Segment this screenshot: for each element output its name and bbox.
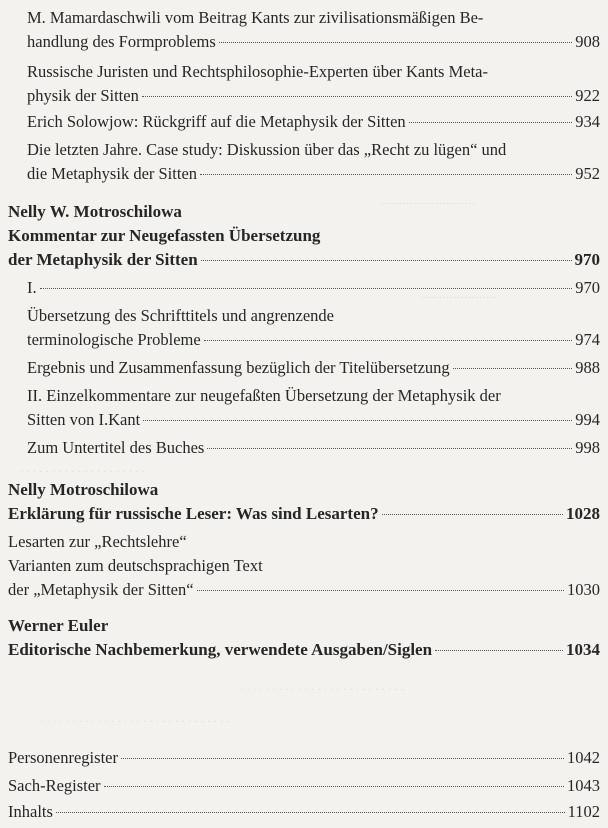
- toc-entry-ergebnis[interactable]: [27, 356, 600, 380]
- leader-dots: [207, 448, 572, 449]
- toc-entry-mamardaschwili-line1: M. Mamardaschwili vom Beitrag Kants zur zivilisationsmäßigen Be-: [27, 8, 484, 27]
- section-title: Editorische Nachbemerkung, verwendete Ausgaben/Siglen: [8, 640, 433, 659]
- page-number: 998: [575, 438, 600, 457]
- entry-text: Inhalts: [8, 802, 53, 821]
- leader-dots: [219, 42, 572, 43]
- toc-entry-lesarten[interactable]: [8, 578, 600, 602]
- section-author: Nelly Motroschilowa: [8, 480, 159, 499]
- entry-text: handlung des Formproblems: [27, 32, 216, 51]
- section-title: Erklärung für russische Leser: Was sind Lesarten?: [8, 504, 379, 523]
- entry-text: Sach-Register: [8, 776, 101, 795]
- toc-entry-inhalts[interactable]: [8, 800, 600, 824]
- entry-text: Erich Solowjow: Rückgriff auf die Metaphysik der Sitten: [27, 112, 406, 131]
- entry-text: die Metaphysik der Sitten: [27, 164, 198, 183]
- leader-dots: [201, 260, 572, 261]
- leader-dots: [40, 288, 573, 289]
- toc-entry-part-one[interactable]: [27, 276, 600, 300]
- toc-entry-mamardaschwili[interactable]: [27, 30, 600, 54]
- page-number: 908: [575, 32, 600, 51]
- entry-text: Zum Untertitel des Buches: [27, 438, 205, 457]
- toc-entry-juristen[interactable]: [27, 84, 600, 108]
- leader-dots: [143, 420, 572, 421]
- toc-entry-sach-register[interactable]: [8, 774, 600, 798]
- section-title-line1: Kommentar zur Neugefassten Übersetzung: [8, 226, 321, 245]
- leader-dots: [56, 812, 565, 813]
- page-number: 952: [575, 164, 600, 183]
- toc-entry-lesarten-line1: Lesarten zur „Rechtslehre“: [8, 532, 187, 551]
- page-number: 988: [575, 358, 600, 377]
- leader-dots: [104, 786, 564, 787]
- page-number: 934: [575, 112, 600, 131]
- leader-dots: [142, 96, 572, 97]
- section-title-line2: der Metaphysik der Sitten: [8, 250, 198, 269]
- page-number: 1030: [567, 580, 600, 599]
- leader-dots: [435, 650, 563, 651]
- toc-entry-personenregister[interactable]: [8, 746, 600, 770]
- entry-text: physik der Sitten: [27, 86, 139, 105]
- page-number: 994: [575, 410, 600, 429]
- entry-text: der „Metaphysik der Sitten“: [8, 580, 194, 599]
- toc-entry-einzelkommentare-line1: II. Einzelkommentare zur neugefaßten Übersetzung der Metaphysik der: [27, 386, 501, 405]
- leader-dots: [204, 340, 573, 341]
- toc-section-editorische[interactable]: [8, 638, 600, 662]
- leader-dots: [409, 122, 573, 123]
- toc-entry-schrifttitel[interactable]: [27, 328, 600, 352]
- toc-entry-letzte-jahre[interactable]: [27, 162, 600, 186]
- leader-dots: [453, 368, 573, 369]
- toc-entry-solowjow[interactable]: [27, 110, 600, 134]
- page-number: 1043: [567, 776, 600, 795]
- leader-dots: [121, 758, 564, 759]
- entry-text: Sitten von I.Kant: [27, 410, 141, 429]
- toc-entry-lesarten-line2: Varianten zum deutschsprachigen Text: [8, 556, 263, 575]
- entry-text: I.: [27, 278, 37, 297]
- toc-entry-untertitel[interactable]: [27, 436, 600, 460]
- toc-entry-einzelkommentare[interactable]: [27, 408, 600, 432]
- page-number: 922: [575, 86, 600, 105]
- section-author: Werner Euler: [8, 616, 109, 635]
- entry-text: Personenregister: [8, 748, 118, 767]
- toc-entry-letzte-jahre-line1: Die letzten Jahre. Case study: Diskussion über das „Recht zu lügen“ und: [27, 140, 507, 159]
- page-number: 1028: [566, 504, 600, 523]
- page-number: 970: [574, 250, 600, 269]
- entry-text: Ergebnis und Zusammenfassung bezüglich der Titelübersetzung: [27, 358, 450, 377]
- leader-dots: [200, 174, 572, 175]
- toc-entry-juristen-line1: Russische Juristen und Rechtsphilosophie-Experten über Kants Meta-: [27, 62, 488, 81]
- page-number: 1034: [566, 640, 600, 659]
- page-number: 974: [575, 330, 600, 349]
- entry-text: terminologische Probleme: [27, 330, 201, 349]
- page-number: 1042: [567, 748, 600, 767]
- toc-section-lesarten[interactable]: [8, 502, 600, 526]
- toc-section-kommentar[interactable]: [8, 248, 600, 272]
- toc-entry-schrifttitel-line1: Übersetzung des Schrifttitels und angrenzende: [27, 306, 334, 325]
- page-number: 970: [575, 278, 600, 297]
- leader-dots: [382, 514, 563, 515]
- section-author: Nelly W. Motroschilowa: [8, 202, 182, 221]
- page-number: 1102: [567, 802, 600, 821]
- leader-dots: [197, 590, 564, 591]
